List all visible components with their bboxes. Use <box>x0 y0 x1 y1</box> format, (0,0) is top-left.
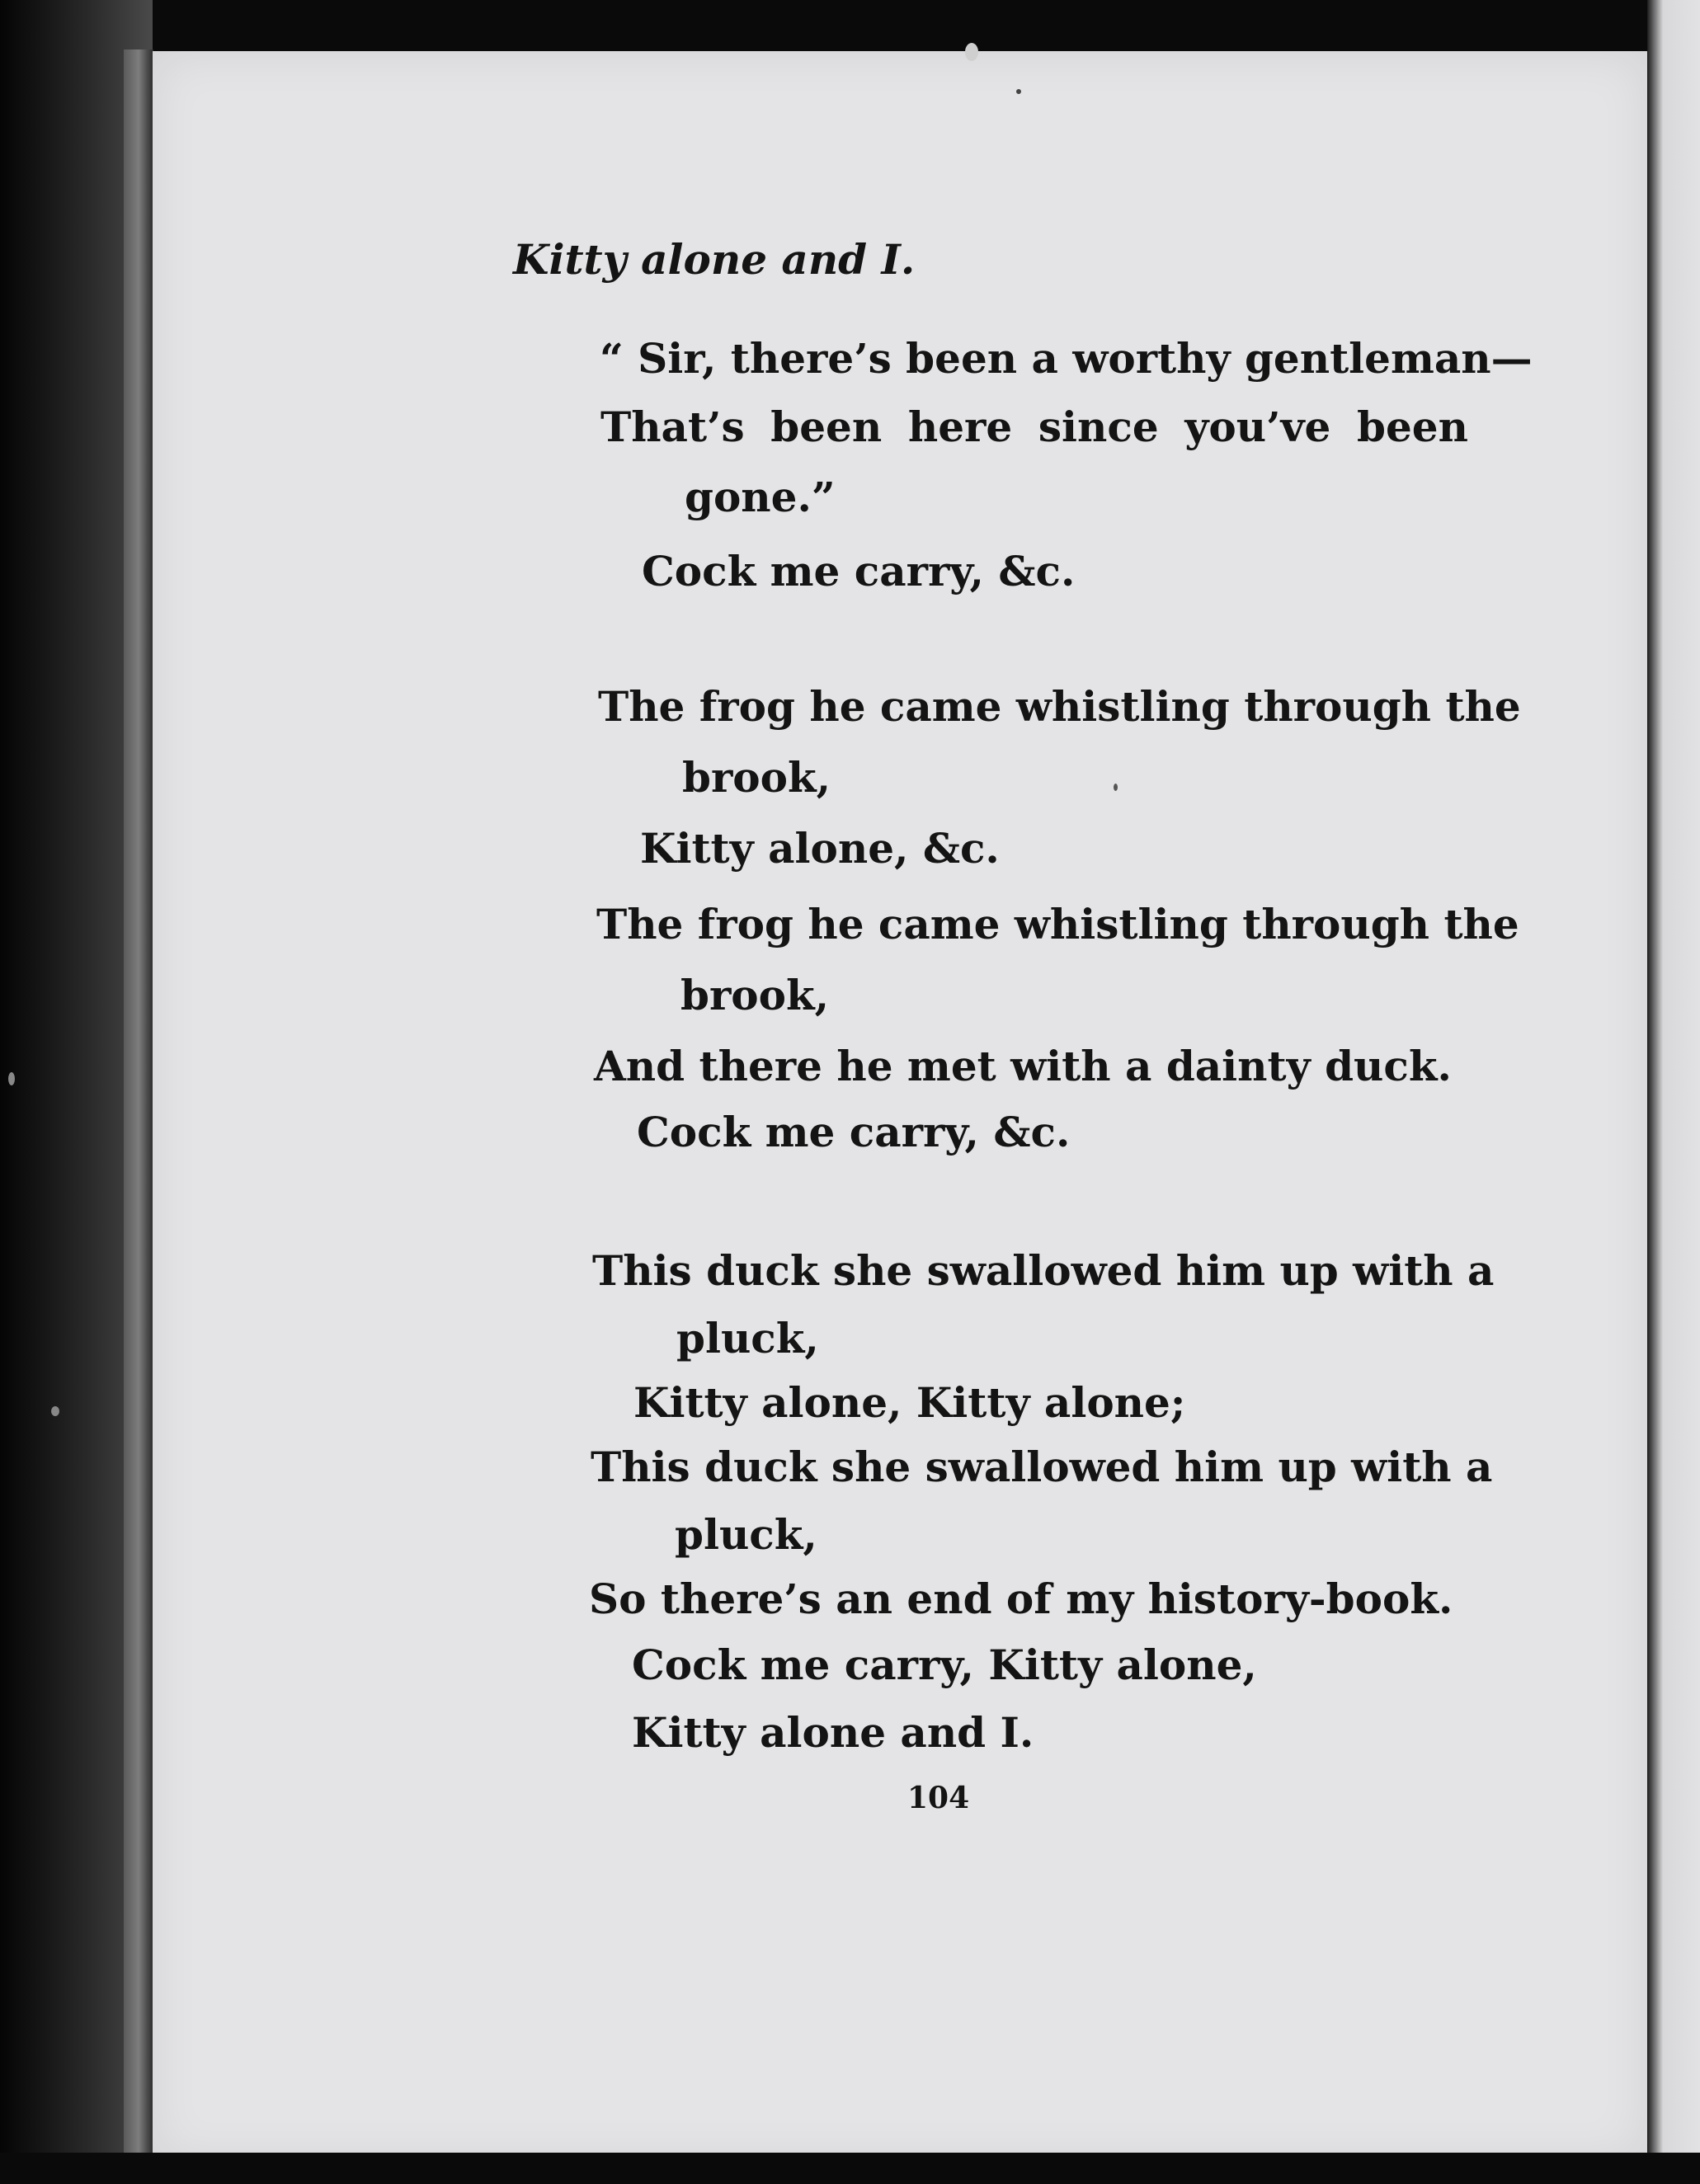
verse-line-continuation: gone.” <box>685 473 836 521</box>
verse-word: That’s <box>600 402 745 451</box>
verse-line: And there he met with a dainty duck. <box>594 1042 1452 1090</box>
verse-word: since <box>1038 402 1159 451</box>
verse-word: here <box>907 402 1013 451</box>
verse-line: This duck she swallowed him up with a <box>592 1246 1495 1295</box>
verse-line: So there’s an end of my history-book. <box>589 1574 1453 1623</box>
verse-line: The frog he came whistling through the <box>596 900 1519 948</box>
dust-speck <box>1114 784 1118 791</box>
verse-refrain: Cock me carry, &c. <box>642 547 1076 595</box>
verse-refrain: Cock me carry, Kitty alone, <box>632 1640 1257 1689</box>
verse-refrain: Kitty alone and I. <box>632 1708 1034 1757</box>
verse-refrain: Kitty alone, &c. <box>640 824 1000 873</box>
verse-line: The frog he came whistling through the <box>598 682 1521 731</box>
verse-word: been <box>770 402 883 451</box>
verse-line-continuation: pluck, <box>676 1314 819 1363</box>
verse-line-continuation: pluck, <box>675 1510 817 1559</box>
verse-refrain: Kitty alone, Kitty alone; <box>633 1378 1186 1427</box>
verse-word: you’ve <box>1184 402 1331 451</box>
scan-top-border <box>0 0 1700 51</box>
scan-bottom-border <box>0 2153 1700 2184</box>
verse-line: This duck she swallowed him up with a <box>591 1443 1493 1491</box>
page-number: 104 <box>907 1781 970 1815</box>
verse-line-continuation: brook, <box>682 753 831 802</box>
verse-line: “ Sir, there’s been a worthy gentleman— <box>600 334 1533 383</box>
verse-refrain: Cock me carry, &c. <box>637 1108 1071 1156</box>
facing-page-edge <box>1647 0 1700 2184</box>
dust-speck <box>965 43 978 61</box>
running-head: Kitty alone and I. <box>513 235 916 284</box>
dust-speck <box>8 1072 15 1085</box>
dust-speck <box>51 1406 59 1416</box>
verse-word: been <box>1357 402 1468 451</box>
verse-line <box>600 402 1468 451</box>
page-stack-edge <box>124 49 153 2161</box>
verse-line-continuation: brook, <box>680 971 830 1019</box>
dust-speck <box>1016 89 1021 94</box>
